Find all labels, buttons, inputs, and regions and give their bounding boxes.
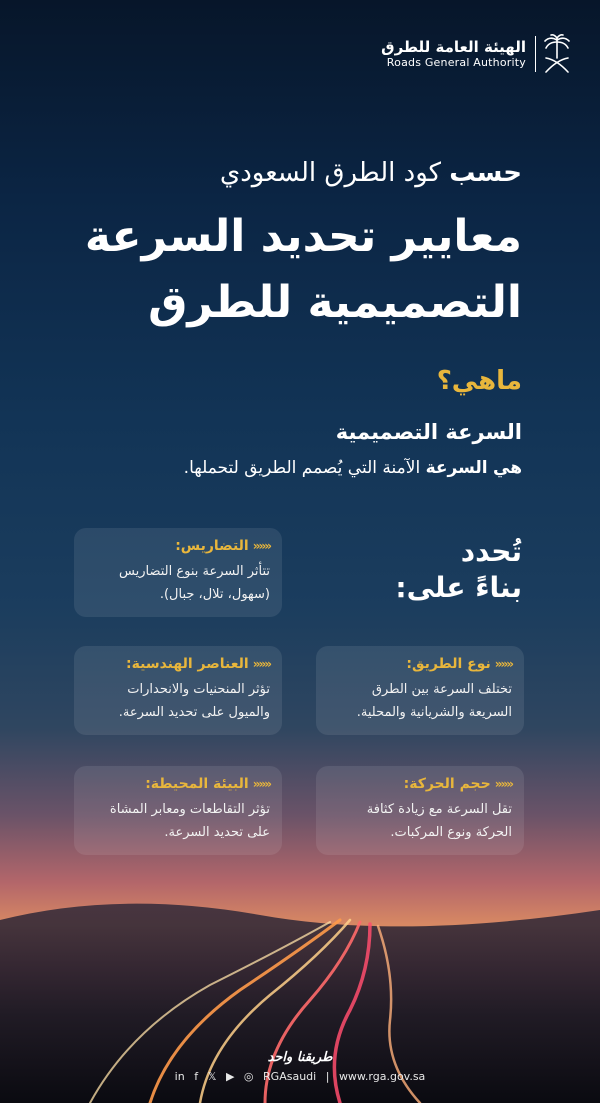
logo-arabic-name: الهيئة العامة للطرق: [381, 38, 526, 56]
pre-title: حسب كود الطرق السعودي: [219, 158, 522, 188]
x-icon[interactable]: 𝕏: [207, 1070, 217, 1083]
card-terrain: ««« التضاريس: تتأثر السرعة بنوع التضاريس (سهول، تلال، جبال).: [74, 528, 282, 617]
chevrons-icon: «««: [252, 539, 270, 553]
instagram-icon[interactable]: ◎: [243, 1070, 254, 1083]
chevrons-icon: «««: [252, 657, 270, 671]
chevrons-icon: «««: [494, 657, 512, 671]
card-traffic-volume: ««« حجم الحركة: تقل السرعة مع زيادة كثافة الحركة ونوع المركبات.: [316, 766, 524, 855]
definition-term: السرعة التصميمية: [335, 420, 522, 444]
card-geometric-elements: ««« العناصر الهندسية: تؤثر المنحنيات والانحدارات والميول على تحديد السرعة.: [74, 646, 282, 735]
palm-swords-emblem-icon: [540, 32, 574, 74]
footer-contact-row: [0, 1070, 600, 1083]
question-heading: ماهي؟: [436, 366, 522, 396]
facebook-icon[interactable]: f: [194, 1070, 199, 1083]
footer-brand-slogan: طريقنا واحد: [267, 1050, 333, 1065]
website-link[interactable]: www.rga.gov.sa: [338, 1070, 426, 1083]
determined-by-heading: تُحدد بناءً على:: [395, 535, 522, 605]
linkedin-icon[interactable]: in: [174, 1070, 185, 1083]
youtube-icon[interactable]: ▶: [225, 1070, 235, 1083]
chevrons-icon: «««: [252, 777, 270, 791]
social-handle[interactable]: RGAsaudi: [263, 1070, 317, 1083]
card-surrounding-environment: ««« البيئة المحيطة: تؤثر التقاطعات ومعابر المشاة على تحديد السرعة.: [74, 766, 282, 855]
main-title-line-2: التصميمية للطرق: [148, 277, 522, 328]
card-road-type: ««« نوع الطريق: تختلف السرعة بين الطرق السريعة والشريانية والمحلية.: [316, 646, 524, 735]
logo-divider: [535, 36, 536, 72]
definition-text: هي السرعة الآمنة التي يُصمم الطريق لتحملها.: [183, 458, 522, 478]
footer-separator: |: [325, 1070, 330, 1083]
chevrons-icon: «««: [494, 777, 512, 791]
logo-english-name: Roads General Authority: [386, 56, 526, 69]
main-title-line-1: معايير تحديد السرعة: [84, 211, 522, 262]
